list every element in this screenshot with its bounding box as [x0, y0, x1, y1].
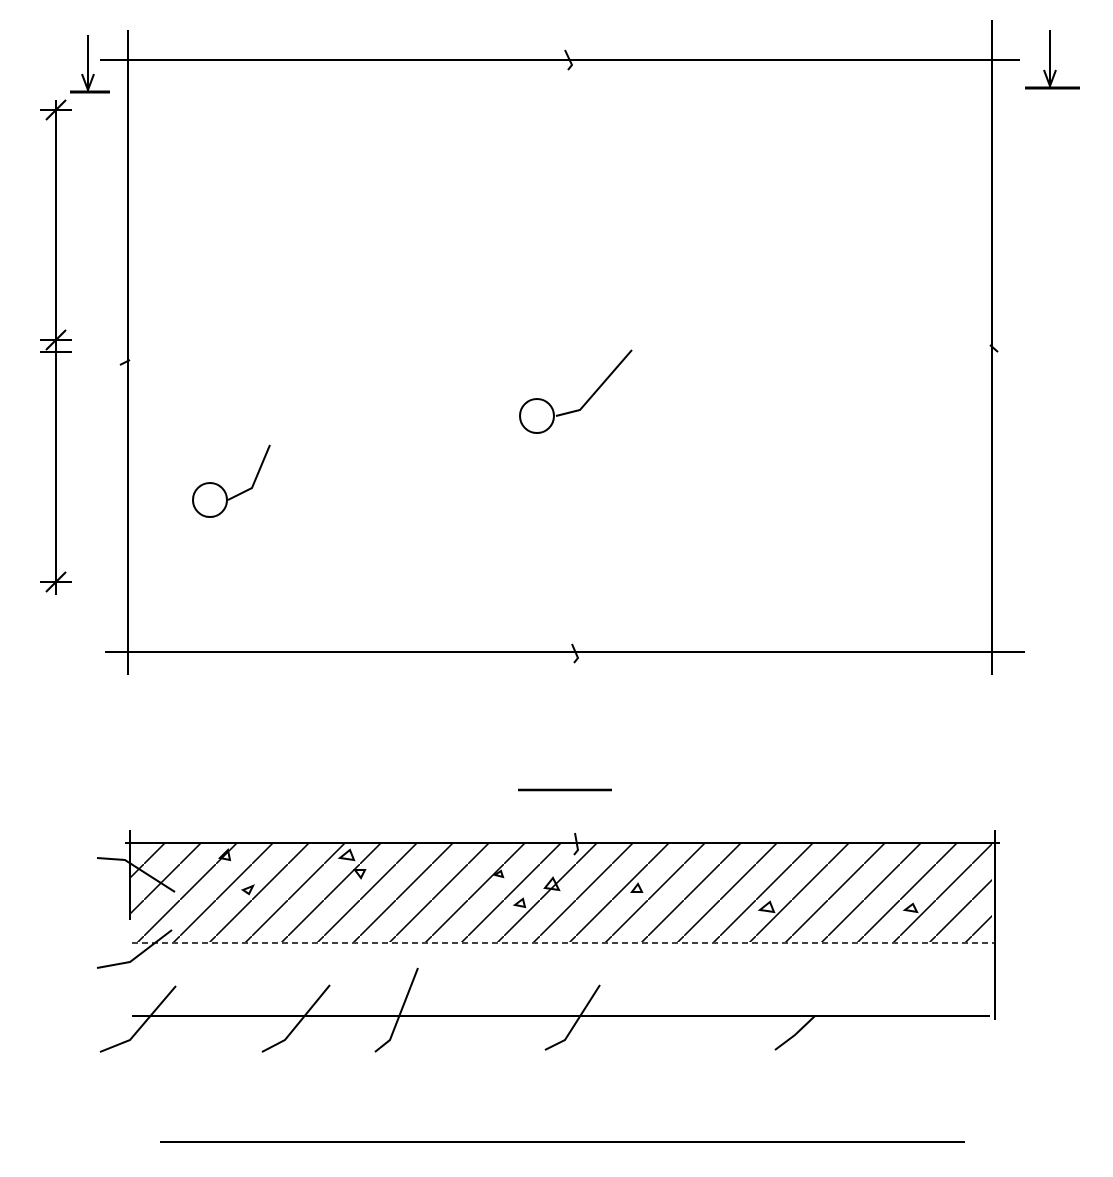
section-cut-right: [1025, 30, 1080, 88]
plan-view: [40, 20, 1080, 675]
vertical-dimension-chain: [40, 100, 72, 595]
section-cut-left: [70, 35, 110, 92]
section-view: [97, 830, 1000, 1052]
callout-fastener-plan: [520, 399, 554, 433]
callout-board-plan: [193, 483, 227, 517]
